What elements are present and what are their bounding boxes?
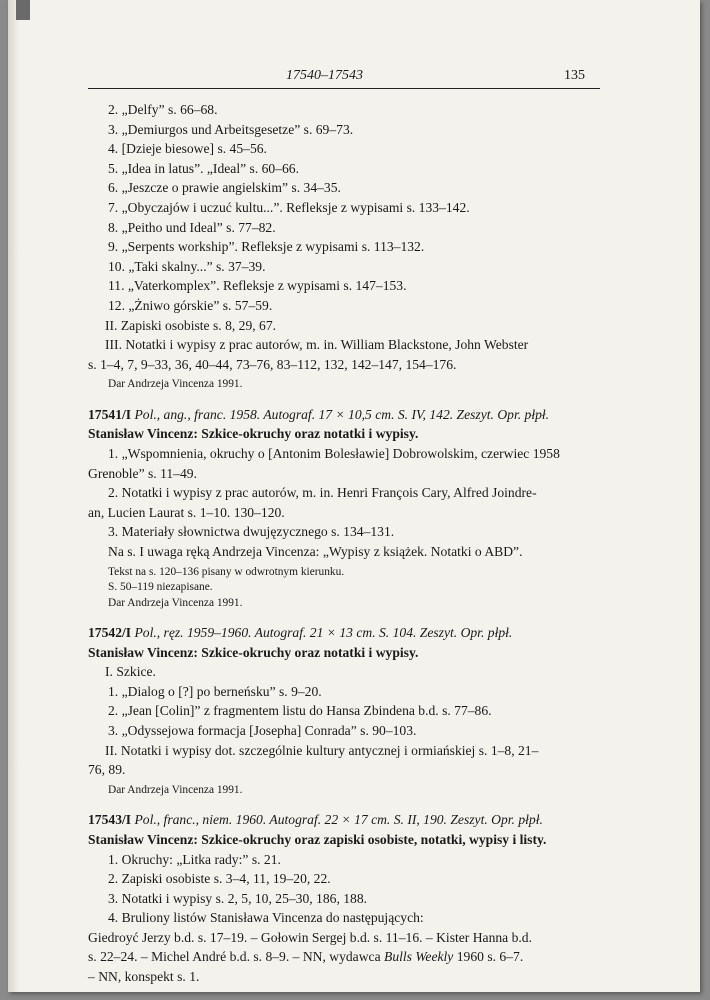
scan-corner-mark <box>16 0 30 20</box>
entry-line: 7. „Obyczajów i uczuć kultu...”. Refleksje z wypisami s. 133–142. <box>108 199 470 215</box>
entry-line: 6. „Jeszcze o prawie angielskim” s. 34–35. <box>108 180 341 196</box>
entry-number: 17542/I <box>88 625 132 641</box>
entry-line: 2. Zapiski osobiste s. 3–4, 11, 19–20, 22. <box>108 871 331 887</box>
header-rule <box>88 88 600 89</box>
running-title: 17540–17543 <box>286 68 363 83</box>
entry-number: 17543/I <box>88 812 132 828</box>
catalog-entry-17543 <box>88 810 600 986</box>
catalog-entry-17542 <box>88 623 600 798</box>
entry-line: Grenoble” s. 11–49. <box>88 465 197 481</box>
entry-line-segment: s. 22–24. – Michel André b.d. s. 8–9. – NN, wydawca <box>88 949 385 965</box>
entry-line: 1. „Wspomnienia, okruchy o [Antonim Bolesławie] Dobrowolskim, czerwiec 1958 <box>108 446 560 461</box>
provenance-note: Dar Andrzeja Vincenza 1991. <box>108 596 243 609</box>
entry-line: 76, 89. <box>88 762 126 778</box>
entry-line: 10. „Taki skalny...” s. 37–39. <box>108 258 266 274</box>
entry-line: 12. „Żniwo górskie” s. 57–59. <box>108 297 273 313</box>
entry-line <box>88 947 600 967</box>
catalog-entry-17541 <box>88 405 600 611</box>
entry-line: 5. „Idea in latus”. „Ideal” s. 60–66. <box>108 160 299 176</box>
entry-note: Tekst na s. 120–136 pisany w odwrotnym kierunku. <box>108 565 345 578</box>
entry-line: 3. „Demiurgos und Arbeitsgesetze” s. 69–73. <box>108 121 354 137</box>
entry-title: Stanisław Vincenz: Szkice-okruchy oraz notatki i wypisy. <box>88 644 419 660</box>
entry-note: S. 50–119 niezapisane. <box>108 581 213 594</box>
book-page <box>8 0 700 992</box>
entry-line: 1. Okruchy: „Litka rady:” s. 21. <box>108 851 281 867</box>
entry-line: 2. „Delfy” s. 66–68. <box>108 102 218 117</box>
entry-line: 4. Bruliony listów Stanisława Vincenza do następujących: <box>108 910 424 926</box>
entry-metadata: Pol., franc., niem. 1960. Autograf. 22 × 17 cm. S. II, 190. Zeszyt. Opr. płpł. <box>134 812 543 828</box>
periodical-title: Bulls Weekly <box>384 949 454 965</box>
entry-metadata: Pol., ręz. 1959–1960. Autograf. 21 × 13 cm. S. 104. Zeszyt. Opr. płpł. <box>134 625 513 641</box>
entry-line: 3. Materiały słownictwa dwujęzycznego s. 134–131. <box>108 524 395 540</box>
provenance-note: Dar Andrzeja Vincenza 1991. <box>108 783 243 796</box>
entry-line: 4. [Dzieje biesowe] s. 45–56. <box>108 141 267 157</box>
entry-line: 2. „Jean [Colin]” z fragmentem listu do Hansa Zbindena b.d. s. 77–86. <box>108 703 492 719</box>
entry-title: Stanisław Vincenz: Szkice-okruchy oraz notatki i wypisy. <box>88 426 419 442</box>
entry-line: Giedroyć Jerzy b.d. s. 17–19. – Gołowin Sergej b.d. s. 11–16. – Kister Hanna b.d. <box>88 929 533 945</box>
entry-line: 1. „Dialog o [?] po berneńsku” s. 9–20. <box>108 683 322 699</box>
entry-line: II. Zapiski osobiste s. 8, 29, 67. <box>105 317 277 333</box>
entry-line: 3. „Odyssejowa formacja [Josepha] Conrada” s. 90–103. <box>108 723 417 739</box>
entry-line: II. Notatki i wypisy dot. szczególnie kultury antycznej i ormiańskiej s. 1–8, 21– <box>105 742 539 758</box>
entry-line: an, Lucien Laurat s. 1–10. 130–120. <box>88 504 285 520</box>
entry-line: III. Notatki i wypisy z prac autorów, m. in. William Blackstone, John Webster <box>105 337 529 353</box>
entry-metadata: Pol., ang., franc. 1958. Autograf. 17 × 10,5 cm. S. IV, 142. Zeszyt. Opr. płpł. <box>134 406 550 422</box>
entry-number: 17541/I <box>88 406 132 422</box>
entry-title: Stanisław Vincenz: Szkice-okruchy oraz zapiski osobiste, notatki, wypisy i listy. <box>88 831 547 847</box>
entry-line: – NN, konspekt s. 1. <box>88 969 200 985</box>
entry-line: 3. Notatki i wypisy s. 2, 5, 10, 25–30, 186, 188. <box>108 890 368 906</box>
catalog-entry-continued <box>88 100 600 393</box>
entry-line: 11. „Vaterkomplex”. Refleksje z wypisami s. 147–153. <box>108 278 407 294</box>
entry-line: I. Szkice. <box>105 664 156 680</box>
entry-line: 2. Notatki i wypisy z prac autorów, m. in. Henri François Cary, Alfred Joindre- <box>108 485 537 501</box>
entry-line: s. 1–4, 7, 9–33, 36, 40–44, 73–76, 83–112, 132, 142–147, 154–176. <box>88 356 457 372</box>
entry-line: 9. „Serpents workship”. Refleksje z wypisami s. 113–132. <box>108 239 425 255</box>
catalog-content <box>88 100 600 987</box>
page-binding-shadow <box>8 0 20 992</box>
provenance-note: Dar Andrzeja Vincenza 1991. <box>108 378 243 391</box>
entry-line: 8. „Peitho und Ideal” s. 77–82. <box>108 219 276 235</box>
entry-line-segment: 1960 s. 6–7. <box>453 949 524 965</box>
running-header <box>8 68 700 88</box>
entry-line: Na s. I uwaga ręką Andrzeja Vincenza: „Wypisy z książek. Notatki o ABD”. <box>108 543 523 559</box>
page-number: 135 <box>564 68 585 83</box>
